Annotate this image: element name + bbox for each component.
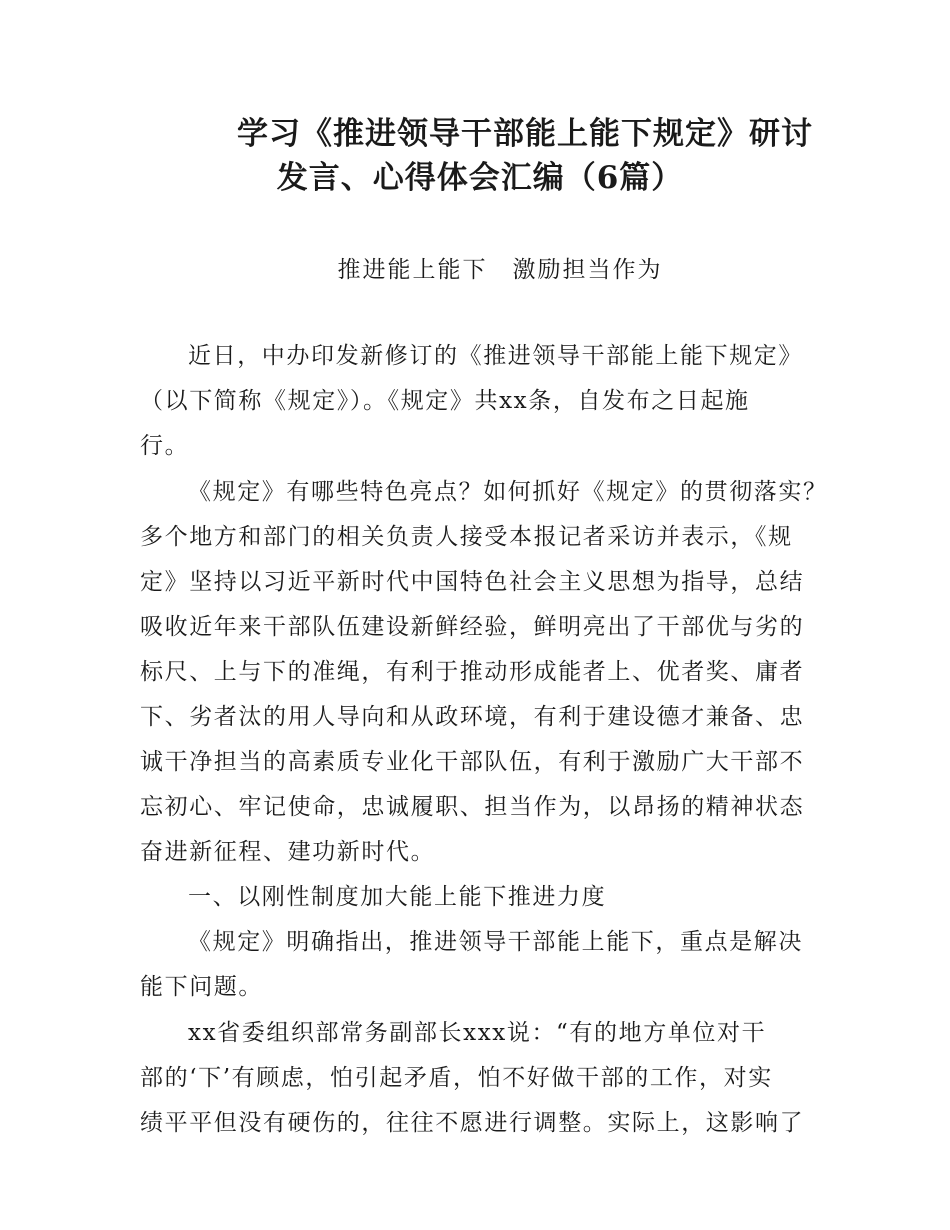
document-subtitle: 推进能上能下 激励担当作为 (337, 257, 663, 283)
paragraph-line: 绩平平但没有硬伤的，往往不愿进行调整。实际上，这影响了 (140, 1110, 805, 1136)
paragraph-line: 《规定》明确指出，推进领导干部能上能下，重点是解决 (188, 929, 803, 955)
title-line-2: 发言、心得体会汇编（6篇） (276, 160, 684, 196)
document-body (140, 334, 830, 1146)
paragraph-quote (140, 1011, 830, 1146)
paragraph-line: xx省委组织部常务副部长xxx说：“有的地方单位对干 (188, 1020, 767, 1046)
paragraph-line: 标尺、上与下的准绳，有利于推动形成能者上、优者奖、庸者 (140, 659, 805, 685)
paragraph-line: 行。 (140, 433, 190, 459)
paragraph-line: 《规定》有哪些特色亮点？如何抓好《规定》的贯彻落实？ (188, 479, 828, 505)
paragraph-intro (140, 334, 830, 469)
paragraph-line: 能下问题。 (140, 974, 263, 1000)
paragraph-line: 多个地方和部门的相关负责人接受本报记者采访并表示，《规 (140, 524, 793, 550)
paragraph-line: 下、劣者汰的用人导向和从政环境，有利于建设德才兼备、忠 (140, 704, 805, 730)
paragraph-line: 奋进新征程、建功新时代。 (140, 839, 436, 865)
paragraph-line: 定》坚持以习近平新时代中国特色社会主义思想为指导，总结 (140, 569, 805, 595)
paragraph-line: 部的‘下’有顾虑，怕引起矛盾，怕不好做干部的工作，对实 (140, 1065, 773, 1091)
title-line-1: 学习《推进领导干部能上能下规定》研讨 (237, 116, 813, 152)
document-title (140, 112, 860, 200)
paragraph-line: 近日，中办印发新修订的《推进领导干部能上能下规定》 (188, 343, 803, 369)
paragraph-focus (140, 920, 830, 1010)
paragraph-line: 忘初心、牢记使命，忠诚履职、担当作为，以昂扬的精神状态 (140, 794, 805, 820)
paragraph-line: 诚干净担当的高素质专业化干部队伍，有利于激励广大干部不 (140, 749, 805, 775)
paragraph-line: 吸收近年来干部队伍建设新鲜经验，鲜明亮出了干部优与劣的 (140, 614, 805, 640)
section-heading-1 (140, 875, 830, 920)
paragraph-highlights (140, 470, 830, 875)
section-heading-line: 一、以刚性制度加大能上能下推进力度 (188, 884, 607, 910)
paragraph-line: （以下简称《规定》）。《规定》共xx条，自发布之日起施 (140, 388, 750, 414)
